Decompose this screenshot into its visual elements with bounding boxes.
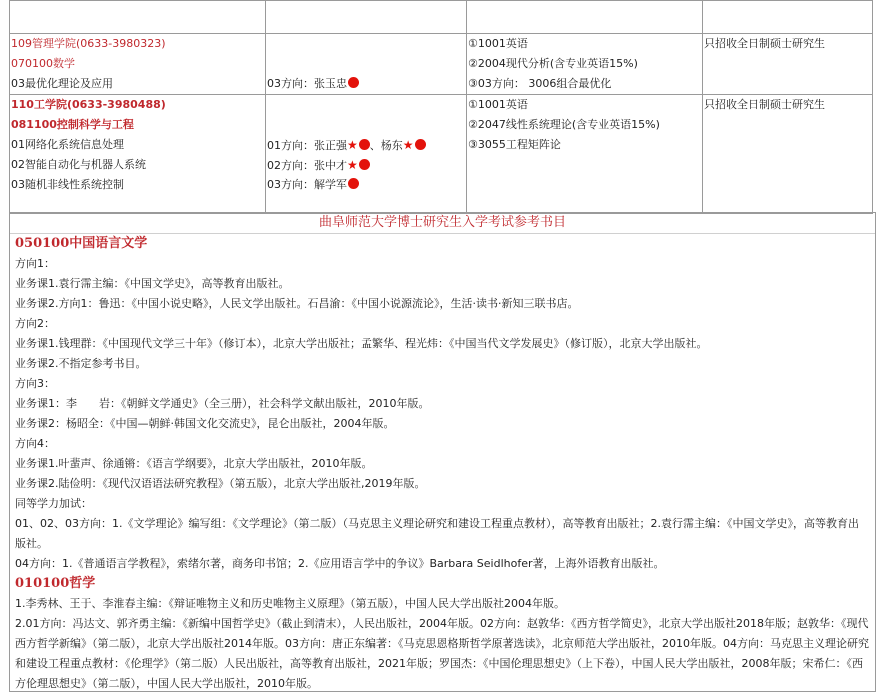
major-name: 070100数学 <box>11 57 75 70</box>
text-line: 方向4： <box>15 437 55 450</box>
doctoral-supervisor-dot-icon <box>348 178 359 189</box>
table-row <box>10 95 873 214</box>
star-icon: ★ <box>347 138 358 152</box>
star-icon: ★ <box>347 158 358 172</box>
note-text: 只招收全日制硕士研究生 <box>704 98 825 111</box>
exam-item: ③03方向： 3006组合最优化 <box>468 77 612 90</box>
star-icon: ★ <box>402 138 414 152</box>
doctoral-supervisor-dot-icon <box>359 139 370 150</box>
exam-item: ①1001英语 <box>468 37 528 50</box>
table-row <box>10 34 873 95</box>
reference-books-panel <box>9 212 876 692</box>
text-line: 04方向：1.《普通语言学教程》，索绪尔著，商务印书馆；2.《应用语言学中的争议》Barbara Seidlhofer著，上海外语教育出版社。 <box>15 557 665 570</box>
section-heading: 050100中国语言文学 <box>15 236 148 251</box>
tutor-name: 解学军 <box>314 178 347 191</box>
tutor-line: 03方向：张玉忠 <box>266 74 466 94</box>
note-text: 只招收全日制硕士研究生 <box>704 37 825 50</box>
tutor-line: 02方向：张中才★ <box>266 155 466 175</box>
table-row <box>10 1 873 34</box>
direction-item: 03最优化理论及应用 <box>11 77 113 90</box>
text-line: 业务课1：李 岩：《朝鲜文学通史》（全三册），社会科学文献出版社，2010年版。 <box>15 397 430 410</box>
exam-item: ①1001英语 <box>468 98 528 111</box>
note-cell <box>703 34 873 95</box>
tutor-line: 01方向：张正强★ 、杨东★ <box>266 135 466 155</box>
tutor-cell <box>266 34 467 95</box>
text-line: 同等学力加试： <box>15 497 92 510</box>
admission-table <box>9 0 873 214</box>
doctoral-supervisor-dot-icon <box>415 139 426 150</box>
tutor-name: 杨东 <box>380 139 403 152</box>
tutor-name: 张中才 <box>314 159 347 172</box>
direction-item: 03随机非线性系统控制 <box>11 178 124 191</box>
section-heading: 010100哲学 <box>15 576 96 591</box>
text-line: 业务课1.钱理群：《中国现代文学三十年》（修订本），北京大学出版社；孟繁华、程光炜：《中国当代文学发展史》（修订版），北京大学出版社。 <box>15 337 708 350</box>
major-name: 081100控制科学与工程 <box>11 118 134 131</box>
direction-item: 02智能自动化与机器人系统 <box>11 158 146 171</box>
direction-item: 01网络化系统信息处理 <box>11 138 124 151</box>
text-line: 业务课2.不指定参考书目。 <box>15 357 147 370</box>
exam-cell <box>467 95 703 214</box>
tutor-name: 张玉忠 <box>314 77 347 90</box>
text-line: 业务课1.袁行霈主编：《中国文学史》，高等教育出版社。 <box>15 277 290 290</box>
text-line: 方向3： <box>15 377 55 390</box>
exam-cell <box>467 34 703 95</box>
doctoral-supervisor-dot-icon <box>348 77 359 88</box>
college-name: 110工学院(0633-3980488) <box>11 98 166 111</box>
tutor-cell <box>266 95 467 214</box>
exam-item: ②2004现代分析(含专业英语15%) <box>468 57 638 70</box>
text-paragraph: 2.01方向：冯达文、郭齐勇主编：《新编中国哲学史》（截止到清末），人民出版社，2004年版。02方向：赵敦华：《西方哲学简史》，北京大学出版社2018年版；赵敦华：《现代西方哲学新编》（第二版），北京大学出版社2014年版。03方向：唐正东编著：《马克思恩格斯哲学原著选读》，北京师范大学出版社，2010年版。04方向：马克思主义理论研究和建设工程重点教材：《伦理学》（第二版）人民出版社，高等教育出版社，2021年版；罗国杰：《中国伦理思想史》（上下卷），中国人民大学出版社，2008年版；宋希仁：《西方伦理思想史》（第二版），中国人民大学出版社，2010年版。 <box>15 617 869 690</box>
text-line: 业务课1.叶蜚声、徐通锵：《语言学纲要》，北京大学出版社，2010年版。 <box>15 457 373 470</box>
exam-item: ③3055工程矩阵论 <box>468 138 561 151</box>
doctoral-supervisor-dot-icon <box>359 159 370 170</box>
tutor-line: 03方向：解学军 <box>266 175 466 195</box>
college-cell <box>10 34 266 95</box>
text-line: 方向1： <box>15 257 55 270</box>
exam-item: ②2047线性系统理论(含专业英语15%) <box>468 118 660 131</box>
college-name: 109管理学院(0633-3980323) <box>11 37 166 50</box>
college-cell <box>10 95 266 214</box>
note-cell <box>703 95 873 214</box>
text-paragraph: 01、02、03方向：1.《文学理论》编写组：《文学理论》（第二版）（马克思主义理论研究和建设工程重点教材），高等教育出版社；2.袁行霈主编：《中国文学史》，高等教育出版社。 <box>15 517 859 550</box>
text-line: 方向2： <box>15 317 55 330</box>
text-line: 业务课2.方向1：鲁迅：《中国小说史略》，人民文学出版社。石昌渝：《中国小说源流论》，生活·读书·新知三联书店。 <box>15 297 579 310</box>
text-line: 业务课2：杨昭全：《中国—朝鲜·韩国文化交流史》，昆仑出版社，2004年版。 <box>15 417 395 430</box>
tutor-name: 张正强 <box>314 139 347 152</box>
text-line: 1.李秀林、王于、李淮春主编：《辩证唯物主义和历史唯物主义原理》（第五版），中国人民大学出版社2004年版。 <box>15 597 565 610</box>
reference-title: 曲阜师范大学博士研究生入学考试参考书目 <box>10 213 875 234</box>
text-line: 业务课2.陆俭明：《现代汉语语法研究教程》（第五版），北京大学出版社,2019年版。 <box>15 477 426 490</box>
